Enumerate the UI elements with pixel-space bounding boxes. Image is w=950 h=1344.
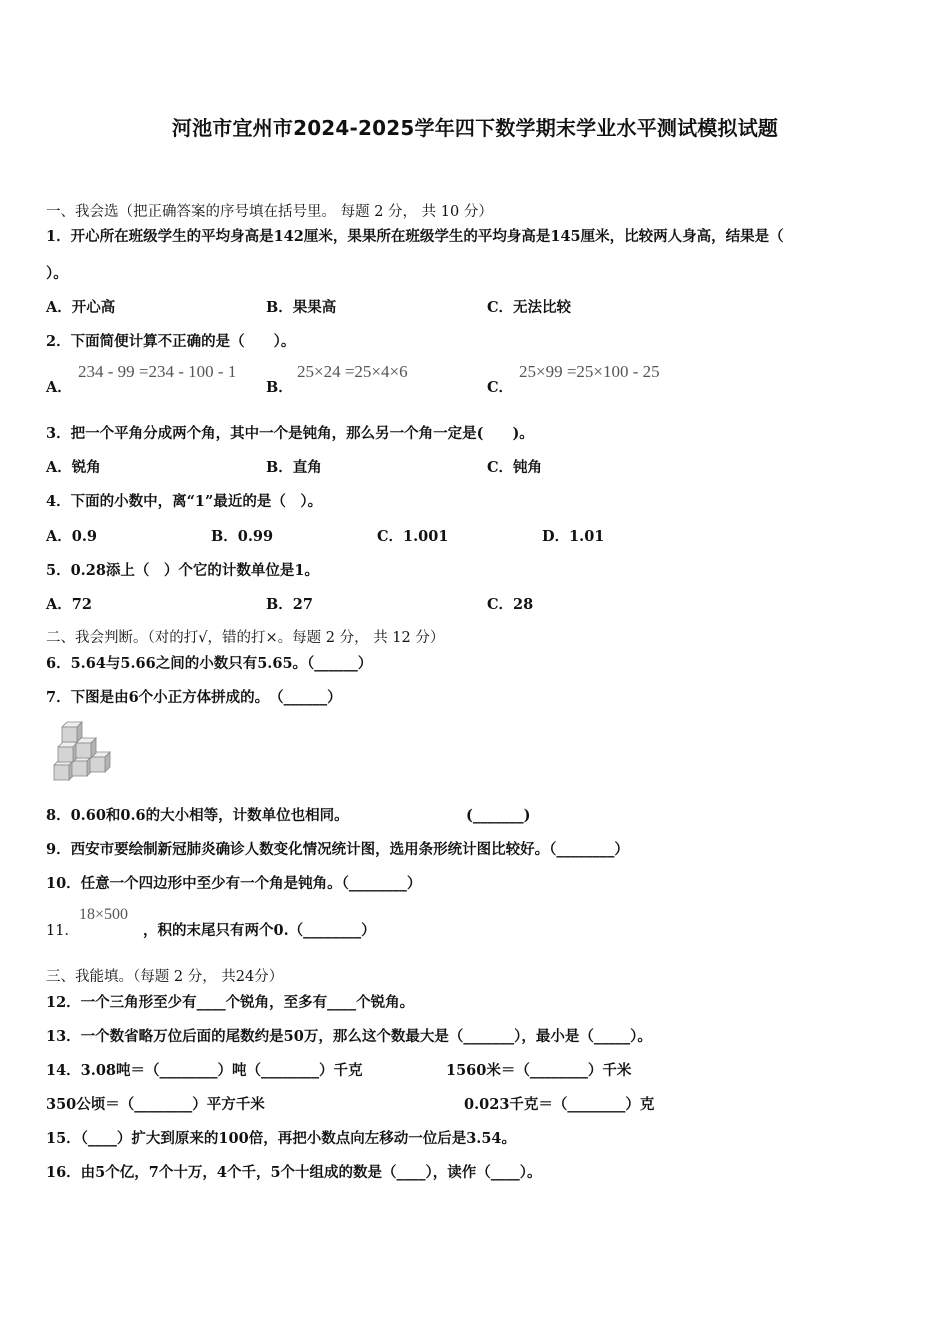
q2-option-b-expr: 25×24 =25×4×6 bbox=[297, 362, 408, 381]
q3-option-c: C．钝角 bbox=[487, 459, 543, 476]
q12-stem: 12．一个三角形至少有____个锐角，至多有____个锐角。 bbox=[46, 994, 415, 1011]
q5-option-c: C．28 bbox=[487, 596, 534, 613]
q6-stem: 6．5.64与5.66之间的小数只有5.65。（______） bbox=[46, 655, 373, 672]
q3-option-a: A．锐角 bbox=[46, 459, 101, 476]
q7-stem: 7．下图是由6个小正方体拼成的。 （______） bbox=[46, 689, 342, 706]
q2-option-c-expr: 25×99 =25×100 - 25 bbox=[519, 362, 660, 381]
q14-part-b: 1560米＝（________）千米 bbox=[446, 1062, 632, 1079]
q1-stem-line1: 1．开心所在班级学生的平均身高是142厘米，果果所在班级学生的平均身高是145厘米，比较两人身高，结果是（ bbox=[46, 228, 784, 245]
q4-option-a: A．0.9 bbox=[46, 528, 97, 545]
q9-stem: 9．西安市要绘制新冠肺炎确诊人数变化情况统计图，选用条形统计图比较好。（________） bbox=[46, 841, 629, 858]
cube-stack-icon bbox=[50, 718, 120, 786]
q14-part-c: 350公顷＝（________）平方千米 bbox=[46, 1096, 265, 1113]
q2-option-a-label: A． bbox=[46, 379, 72, 396]
section1-header: 一、我会选（把正确答案的序号填在括号里。 每题 2 分， 共 10 分） bbox=[46, 204, 493, 220]
q4-option-d: D．1.01 bbox=[542, 528, 605, 545]
q11-expr: 18×500 bbox=[79, 906, 129, 923]
q3-option-b: B．直角 bbox=[266, 459, 322, 476]
section3-header: 三、我能填。（每题 2 分， 共24分） bbox=[46, 969, 284, 985]
q1-option-a: A．开心高 bbox=[46, 299, 116, 316]
q4-option-c: C．1.001 bbox=[377, 528, 449, 545]
q4-option-b: B．0.99 bbox=[211, 528, 274, 545]
q2-option-b-label: B． bbox=[266, 379, 293, 396]
q4-stem: 4．下面的小数中，离“1”最近的是（ ）。 bbox=[46, 493, 323, 510]
q2-stem: 2．下面简便计算不正确的是（ ）。 bbox=[46, 333, 296, 350]
q2-option-a-expr: 234 - 99 =234 - 100 - 1 bbox=[78, 362, 237, 381]
q1-option-c: C．无法比较 bbox=[487, 299, 572, 316]
q11-rest: ，积的末尾只有两个0.（________） bbox=[143, 922, 376, 939]
section2-header: 二、我会判断。（对的打√，错的打×。每题 2 分， 共 12 分） bbox=[46, 630, 445, 646]
q10-stem: 10．任意一个四边形中至少有一个角是钝角。（________） bbox=[46, 875, 422, 892]
q8-blank: (_______) bbox=[466, 807, 531, 824]
q13-stem: 13．一个数省略万位后面的尾数约是50万，那么这个数最大是（_______），最小是（_____）。 bbox=[46, 1028, 652, 1045]
q16-stem: 16．由5个亿，7个十万，4个千，5个十组成的数是（____），读作（____）。 bbox=[46, 1164, 542, 1181]
q5-option-b: B．27 bbox=[266, 596, 313, 613]
q2-option-c-label: C． bbox=[487, 379, 514, 396]
page-title: 河池市宜州市2024-2025学年四下数学期末学业水平测试模拟试题 bbox=[171, 116, 779, 140]
q1-stem-line2: ）。 bbox=[46, 265, 68, 282]
q14-part-d: 0.023千克＝（________）克 bbox=[464, 1096, 655, 1113]
q1-option-b: B．果果高 bbox=[266, 299, 337, 316]
q11-label: 11． bbox=[46, 923, 79, 939]
q8-stem: 8．0.60和0.6的大小相等，计数单位也相同。 bbox=[46, 807, 349, 824]
q15-stem: 15．（____）扩大到原来的100倍，再把小数点向左移动一位后是3.54。 bbox=[46, 1130, 517, 1147]
q5-option-a: A．72 bbox=[46, 596, 92, 613]
q14-part-a: 14．3.08吨＝（________）吨（________）千克 bbox=[46, 1062, 363, 1079]
q3-stem: 3．把一个平角分成两个角，其中一个是钝角，那么另一个角一定是( )。 bbox=[46, 425, 534, 442]
q5-stem: 5．0.28添上（ ）个它的计数单位是1。 bbox=[46, 562, 319, 579]
